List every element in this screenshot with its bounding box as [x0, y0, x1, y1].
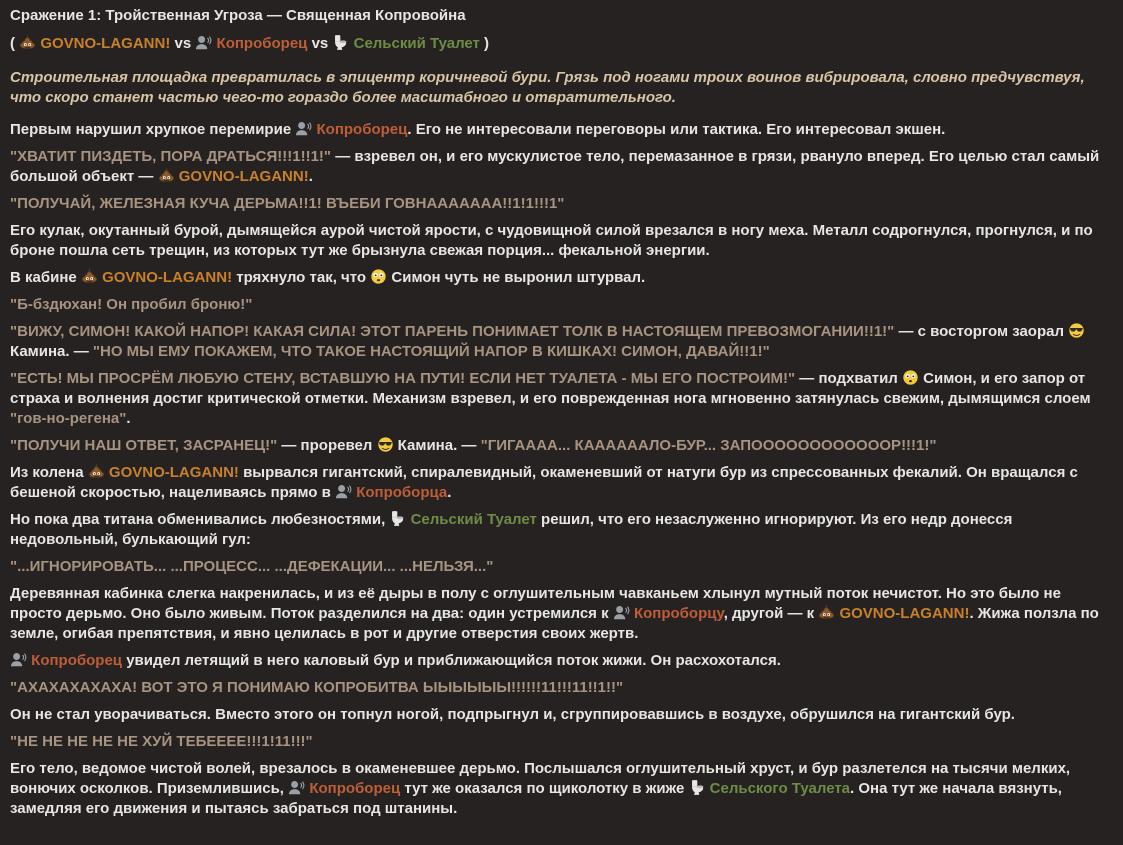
narration-text: Из колена	[10, 464, 88, 481]
poop-icon	[158, 167, 175, 184]
battle-log	[10, 34, 1113, 819]
quote-paragraph	[10, 194, 1113, 214]
narration-text: vs	[170, 35, 196, 52]
flushed-face-icon	[370, 268, 387, 285]
narration-text: Первым нарушил хрупкое перемирие	[10, 121, 296, 138]
quote-text: "НО МЫ ЕМУ ПОКАЖЕМ, ЧТО ТАКОЕ НАСТОЯЩИЙ НАПОР В КИШКАХ! СИМОН, ДАВАЙ!!1!"	[92, 343, 770, 360]
narration-text: Симон чуть не выронил штурвал.	[387, 269, 646, 286]
narration-paragraph	[10, 510, 1113, 550]
quote-text: "НЕ НЕ НЕ НЕ НЕ ХУЙ ТЕБЕЕЕЕ!!!1!11!!!"	[10, 733, 313, 750]
speaking-head-icon	[613, 604, 630, 621]
speaking-head-icon	[295, 120, 312, 137]
toilet-icon	[332, 34, 349, 51]
character-name: GOVNO-LAGANN!	[835, 605, 970, 622]
quote-text: "ЕСТЬ! МЫ ПРОСРЁМ ЛЮБУЮ СТЕНУ, ВСТАВШУЮ НА ПУТИ! ЕСЛИ НЕТ ТУАЛЕТА - МЫ ЕГО ПОСТРОИМ!"	[10, 370, 796, 387]
character-name: Сельский Туалет	[349, 35, 480, 52]
poop-icon	[81, 268, 98, 285]
narration-text: тряхнуло так, что	[232, 269, 371, 286]
character-name: Копроборец	[305, 780, 401, 797]
versus-line	[10, 34, 1113, 54]
narration-text: — подхватил	[795, 370, 902, 387]
lead-paragraph	[10, 68, 1113, 108]
sunglasses-face-icon	[1068, 322, 1085, 339]
quote-text: "Б-бздюхан! Он пробил броню!"	[10, 296, 253, 313]
narration-text: Он не стал уворачиваться. Вместо этого он топнул ногой, подпрыгнул и, сгруппировавшись в воздухе, обрушился на гигантский бур.	[10, 706, 1015, 723]
narration-text: . Она тут же начала вязнуть, замедляя его движения и пытаясь забраться под штанины.	[10, 780, 1062, 817]
speaking-head-icon	[10, 651, 27, 668]
toilet-icon	[689, 779, 706, 796]
character-name: Копроборцу	[629, 605, 724, 622]
narration-text: )	[479, 35, 490, 52]
narration-text: .	[126, 410, 131, 427]
narration-paragraph	[10, 322, 1113, 362]
narration-paragraph	[10, 463, 1113, 503]
narration-paragraph	[10, 221, 1113, 261]
poop-icon	[88, 463, 105, 480]
narration-text: .	[308, 168, 313, 185]
character-name: Копроборец	[212, 35, 308, 52]
quote-text: "ВИЖУ, СИМОН! КАКОЙ НАПОР! КАКАЯ СИЛА! ЭТОТ ПАРЕНЬ ПОНИМАЕТ ТОЛК В НАСТОЯЩЕМ ПРЕВОЗМОГАНИИ!!1!"	[10, 323, 895, 340]
speaking-head-icon	[195, 34, 212, 51]
battle-title: Сражение 1: Тройственная Угроза — Священная Копровойна	[10, 7, 466, 24]
narration-paragraph	[10, 705, 1113, 725]
character-name: Сельского Туалета	[705, 780, 851, 797]
flushed-face-icon	[902, 369, 919, 386]
quote-paragraph	[10, 295, 1113, 315]
poop-icon	[818, 604, 835, 621]
narration-paragraph	[10, 436, 1113, 456]
character-name: GOVNO-LAGANN!	[36, 35, 171, 52]
narration-text: Но пока два титана обменивались любезностями,	[10, 511, 390, 528]
character-name: GOVNO-LAGANN!	[104, 464, 239, 481]
narration-text: Его кулак, окутанный бурой, дымящейся аурой чистой ярости, с чудовищной силой врезался в ногу меха. Металл содрогнулся, прогнулся, и по броне пошла сеть трещин, из которых тут же брызнула свежая порция... фекальной энергии.	[10, 222, 1093, 259]
narration-paragraph	[10, 584, 1113, 644]
narration-paragraph	[10, 147, 1113, 187]
narration-text: .	[447, 484, 452, 501]
narration-text: vs	[307, 35, 333, 52]
character-name: Копроборца	[352, 484, 448, 501]
sunglasses-face-icon	[377, 436, 394, 453]
narration-text: увидел летящий в него каловый бур и приближающийся поток жижи. Он расхохотался.	[122, 652, 781, 669]
narration-text: , другой — к	[723, 605, 819, 622]
quote-paragraph	[10, 557, 1113, 577]
narration-paragraph	[10, 268, 1113, 288]
narration-text: В кабине	[10, 269, 81, 286]
narration-paragraph	[10, 369, 1113, 429]
quote-text: "АХАХАХАХАХА! ВОТ ЭТО Я ПОНИМАЮ КОПРОБИТВА ЫЫЫЫЫЫ!!!!!!11!!!11!!1!!"	[10, 679, 624, 696]
narration-text: тут же оказался по щиколотку в жиже	[400, 780, 689, 797]
narration-text: . Его не интересовали переговоры или тактика. Его интересовал экшен.	[407, 121, 946, 138]
character-name: Копроборец	[27, 652, 123, 669]
quote-text: "...ИГНОРИРОВАТЬ... ...ПРОЦЕСС... ...ДЕФЕКАЦИИ... ...НЕЛЬЗЯ..."	[10, 558, 494, 575]
narration-text: — с восторгом заорал	[894, 323, 1069, 340]
speaking-head-icon	[288, 779, 305, 796]
narration-paragraph	[10, 759, 1113, 819]
toilet-icon	[389, 510, 406, 527]
character-name: Копроборец	[312, 121, 408, 138]
quote-text: "ХВАТИТ ПИЗДЕТЬ, ПОРА ДРАТЬСЯ!!!1!!1!"	[10, 148, 332, 165]
narration-text: — взревел он, и его мускулистое тело, перемазанное в грязи, рвануло вперед. Его целью стал самый большой объект —	[10, 148, 1100, 185]
speaking-head-icon	[335, 483, 352, 500]
character-name: GOVNO-LAGANN!	[97, 269, 233, 286]
quote-text: "ПОЛУЧИ НАШ ОТВЕТ, ЗАСРАНЕЦ!"	[10, 437, 278, 454]
narration-text: Его тело, ведомое чистой волей, врезалось в окаменевшее дерьмо. Послышался оглушительный хруст, и бур разлетелся на тысячи мелких, вонючих осколков. Приземлившись,	[10, 760, 1071, 797]
lead-text: Строительная площадка превратилась в эпицентр коричневой бури. Грязь под ногами троих воинов вибрировала, словно предчувствуя, что скоро станет частью чего-то гораздо более масштабного и отвратительного.	[10, 69, 1085, 106]
narration-text: Камина. —	[393, 437, 481, 454]
character-name: GOVNO-LAGANN!	[174, 168, 309, 185]
narration-text: . Жижа ползла по земле, огибая препятствия, и явно целилась в рот и другие отверстия своих жертв.	[10, 605, 1099, 642]
narration-text: Камина. —	[10, 343, 93, 360]
quote-paragraph	[10, 732, 1113, 752]
quote-text: "ПОЛУЧАЙ, ЖЕЛЕЗНАЯ КУЧА ДЕРЬМА!!1! ВЪЕБИ ГОВНААААААА!!1!1!!!1"	[10, 195, 565, 212]
character-name: Сельский Туалет	[406, 511, 537, 528]
narration-text: решил, что его незаслуженно игнорируют. Из его недр донесся недовольный, булькающий гул:	[10, 511, 1013, 548]
narration-text: Деревянная кабинка слегка накренилась, и из её дыры в полу с оглушительным чавканьем хлынул мутный поток нечистот. Но это было не просто дерьмо. Оно было живым. Поток разделился на два: один устремился к	[10, 585, 1061, 622]
narration-text: (	[10, 35, 20, 52]
narration-text: вырвался гигантский, спиралевидный, окаменевший от натуги бур из спрессованных фекалий. Он вращался с бешеной скоростью, нацеливаясь прямо в	[10, 464, 1078, 501]
quote-paragraph	[10, 678, 1113, 698]
narration-paragraph	[10, 120, 1113, 140]
narration-text: — проревел	[277, 437, 377, 454]
poop-icon	[19, 34, 36, 51]
narration-text: Симон, и его запор от страха и волнения достиг критической отметки. Механизм взревел, и его поврежденная нога мгновенно затянулась свежим, дымящимся слоем	[10, 370, 1091, 407]
quote-text: "ГИГАААА... КААААААЛО-БУР... ЗАПООООООООООООР!!!1!"	[480, 437, 937, 454]
quote-text: "гов-но-регена"	[10, 410, 127, 427]
narration-paragraph	[10, 651, 1113, 671]
